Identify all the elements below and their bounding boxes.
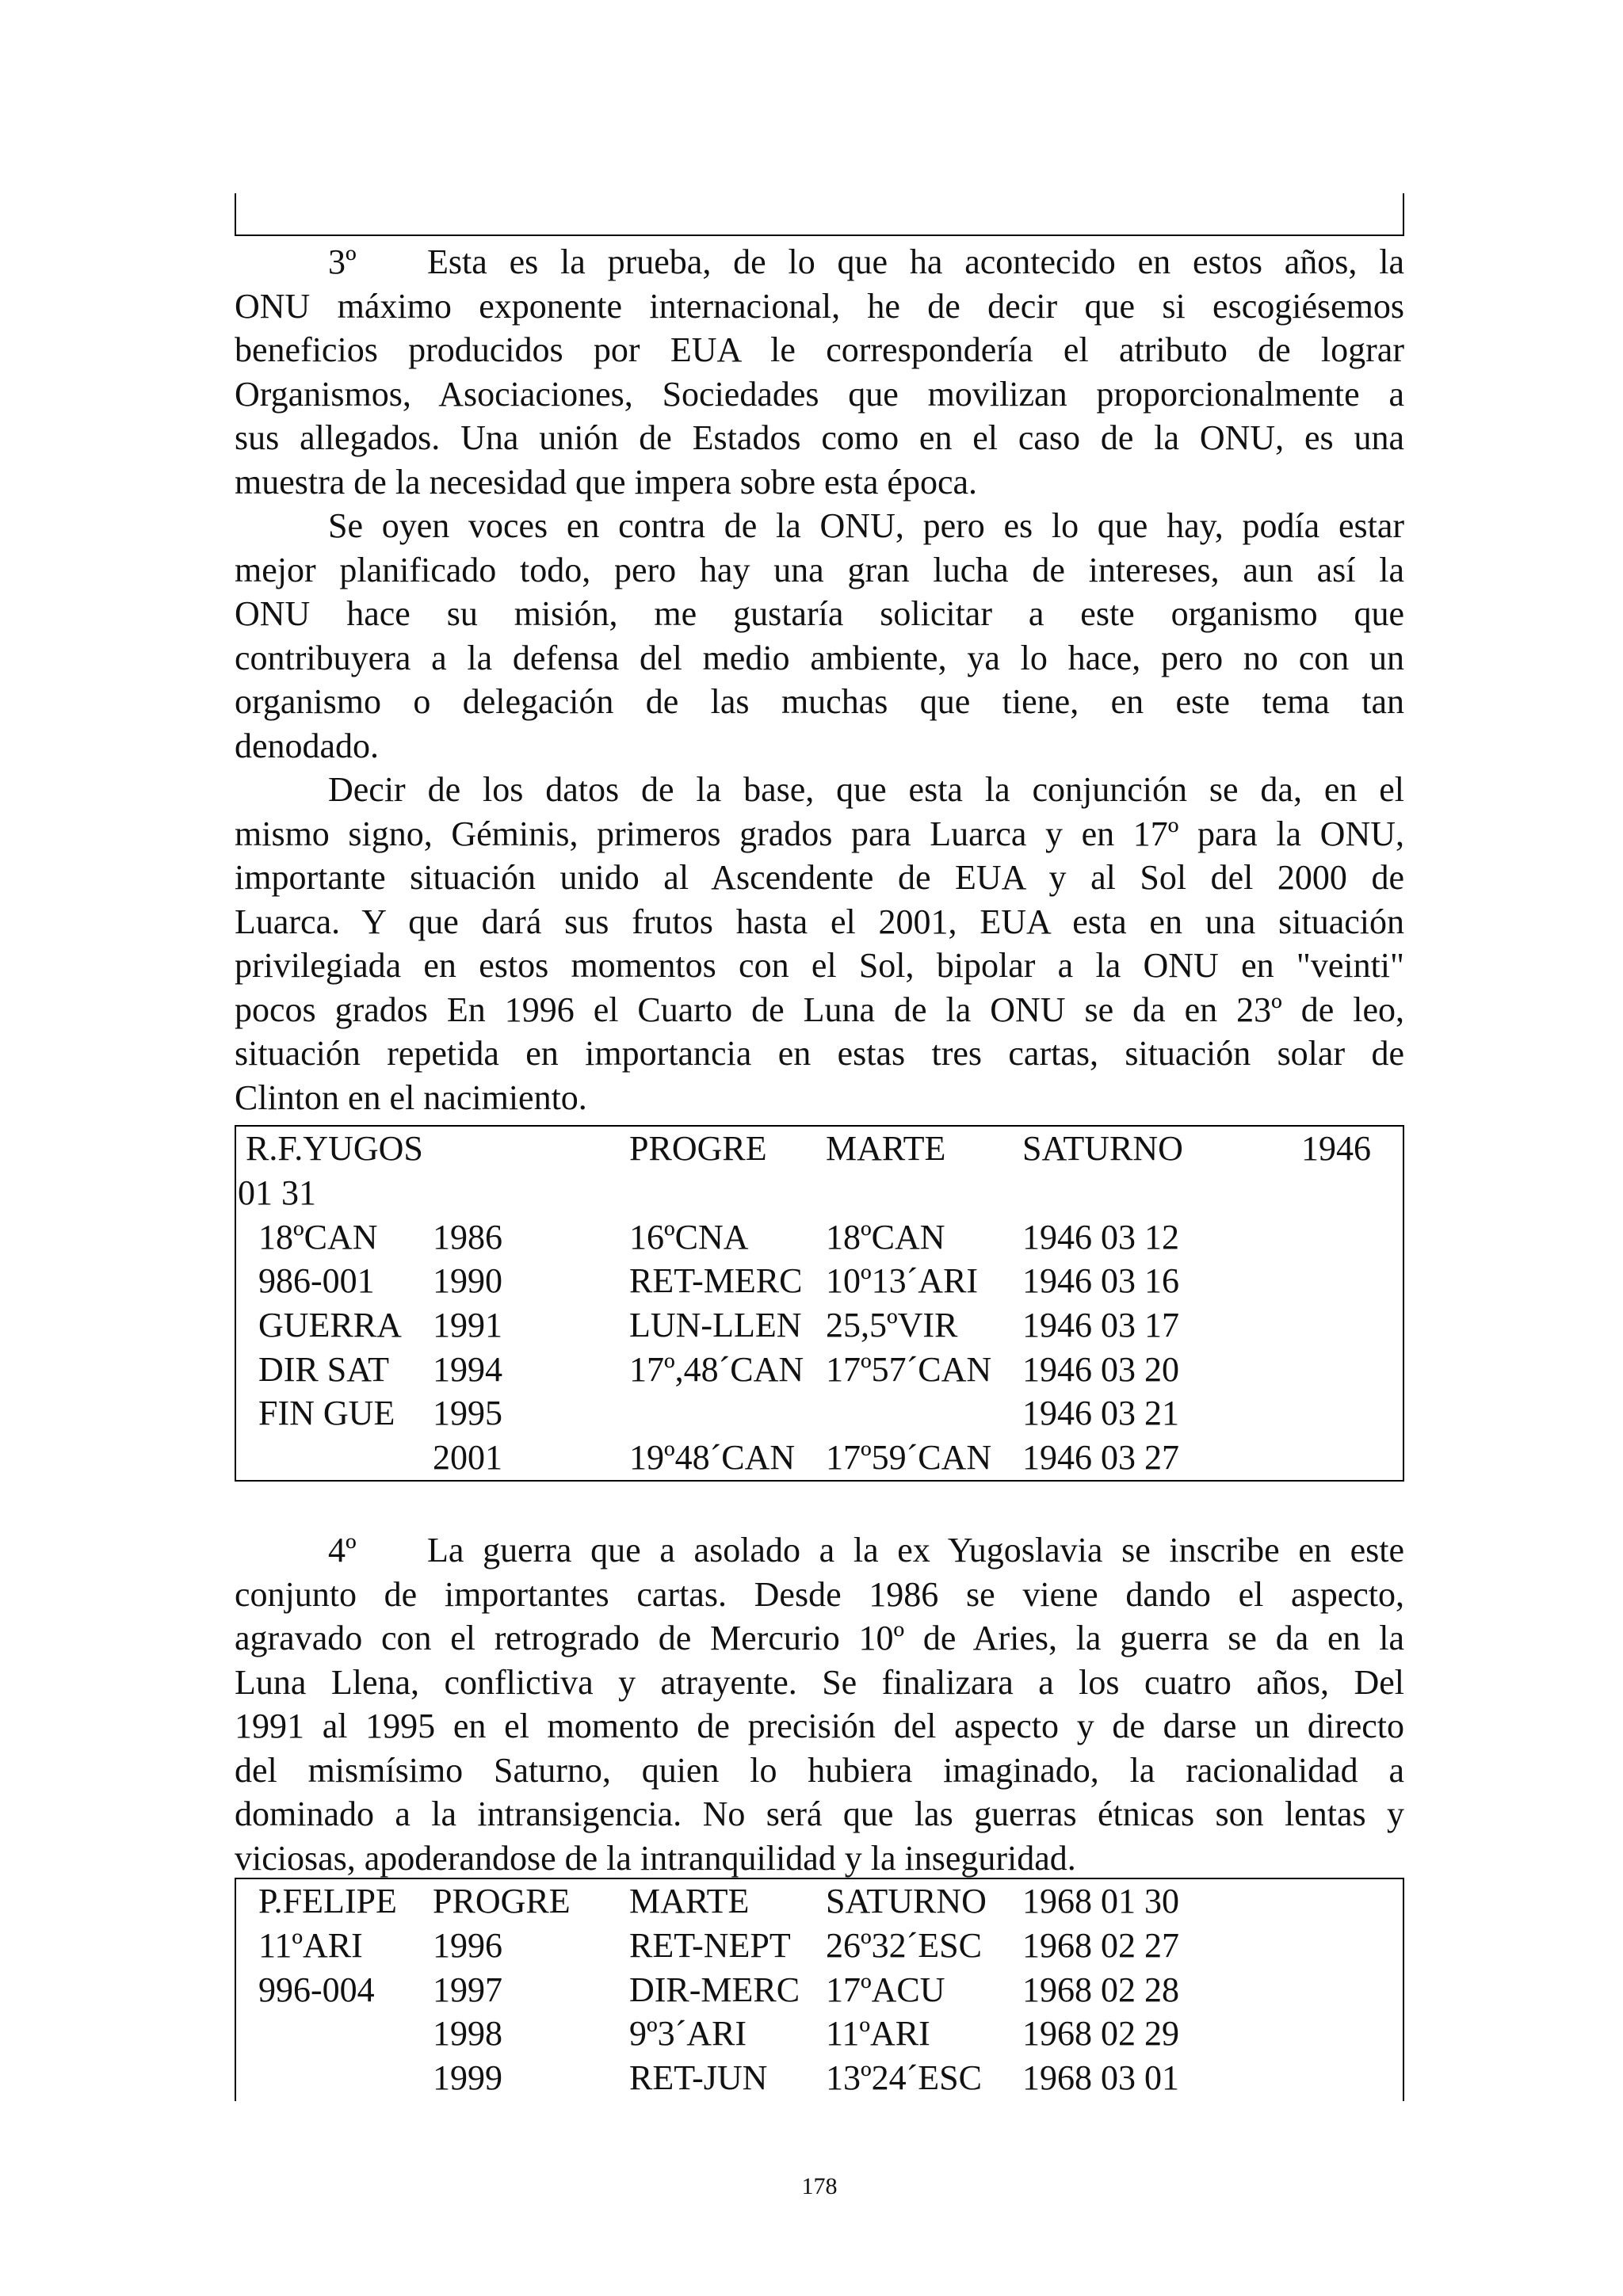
text-line: Luna Llena, conflictiva y atrayente. Se finalizara a los cuatro años, Del (235, 1662, 1404, 1702)
table-cell: 1946 03 20 (1022, 1350, 1179, 1389)
text-line: beneficios producidos por EUA le correspondería el atributo de lograr (235, 330, 1404, 369)
table-header-cell: 1946 (1301, 1129, 1371, 1168)
table-cell: 1997 (433, 1970, 502, 2009)
table-cell: GUERRA (258, 1306, 402, 1344)
text-line: muestra de la necesidad que impera sobre esta época. (235, 462, 978, 502)
text-line: mejor planificado todo, pero hay una gran lucha de intereses, aun así la (235, 550, 1404, 589)
table-cell: 1968 02 27 (1022, 1926, 1179, 1965)
section-3-paragraph (235, 240, 1404, 504)
table-cell: 1994 (433, 1350, 502, 1389)
text-line: agravado con el retrogrado de Mercurio 10º de Aries, la guerra se da en la (235, 1619, 1404, 1657)
table-cell: 17º,48´CAN (629, 1350, 804, 1389)
table-header-cell: SATURNO (826, 1882, 987, 1920)
table-header-cell: MARTE (629, 1882, 750, 1920)
text-line: mismo signo, Géminis, primeros grados para Luarca y en 17º para la ONU, (235, 814, 1404, 853)
table-cell: 19º48´CAN (629, 1438, 796, 1477)
table-cell: 996-004 (258, 1970, 375, 2009)
table-cell: 18ºCAN (826, 1218, 945, 1257)
table-cell: DIR-MERC (629, 1970, 800, 2009)
table-yugos (235, 1125, 1404, 1482)
text-line: importante situación unido al Ascendente de EUA y al Sol del 2000 de (235, 858, 1404, 897)
top-table-fragment (235, 193, 1404, 236)
table-header-cell: P.FELIPE (258, 1882, 397, 1920)
text-line: 1991 al 1995 en el momento de precisión del aspecto y de darse un directo (235, 1707, 1404, 1745)
paragraph-2 (235, 504, 1404, 768)
table-cell: 1995 (433, 1394, 502, 1432)
table-cell: 18ºCAN (258, 1218, 378, 1257)
document-page (235, 0, 1404, 2296)
table-cell: 13º24´ESC (826, 2058, 982, 2097)
table-cell: 17º59´CAN (826, 1438, 992, 1477)
table-cell: RET-JUN (629, 2058, 768, 2097)
table-cell: 1999 (433, 2058, 502, 2097)
table-cell: 986-001 (258, 1261, 375, 1300)
table-cell: 1996 (433, 1926, 502, 1965)
text-line: ONU máximo exponente internacional, he de decir que si escogiésemos (235, 286, 1404, 326)
text-line: privilegiada en estos momentos con el Sol, bipolar a la ONU en "veinti" (235, 946, 1404, 985)
text-line: Luarca. Y que dará sus frutos hasta el 2001, EUA esta en una situación (235, 902, 1404, 941)
text-line: viciosas, apoderandose de la intranquilidad y la inseguridad. (235, 1838, 1076, 1878)
table-cell: LUN-LLEN (629, 1306, 802, 1344)
text-line: denodado. (235, 726, 380, 765)
table-cell: 1990 (433, 1261, 502, 1300)
text-line: sus allegados. Una unión de Estados como en el caso de la ONU, es una (235, 418, 1404, 457)
text-line: ONU hace su misión, me gustaría solicitar a este organismo que (235, 594, 1404, 633)
table-header-cell: PROGRE (629, 1129, 767, 1168)
table-cell: 25,5ºVIR (826, 1306, 958, 1344)
text-line: 4º La guerra que a asolado a la ex Yugoslavia se inscribe en este (235, 1528, 1404, 1573)
table-cell: 9º3´ARI (629, 2014, 747, 2053)
text-line: pocos grados En 1996 el Cuarto de Luna de la ONU se da en 23º de leo, (235, 990, 1404, 1029)
text-line: contribuyera a la defensa del medio ambiente, ya lo hace, pero no con un (235, 638, 1404, 677)
table-cell: 1968 03 01 (1022, 2058, 1179, 2097)
text-line: Organismos, Asociaciones, Sociedades que movilizan proporcionalmente a (235, 374, 1404, 414)
table-header-cell: R.F.YUGOS (246, 1129, 423, 1168)
table-cell: 1946 03 16 (1022, 1261, 1179, 1300)
section-number: 3º (328, 242, 357, 281)
table-cell: 1998 (433, 2014, 502, 2053)
table-felipe (235, 1878, 1404, 2101)
table-cell: 1946 03 27 (1022, 1438, 1179, 1477)
table-cell: 26º32´ESC (826, 1926, 982, 1965)
table-cell: 1991 (433, 1306, 502, 1344)
text-line: dominado a la intransigencia. No será que las guerras étnicas son lentas y (235, 1794, 1404, 1833)
table-cell: 1946 03 12 (1022, 1218, 1179, 1257)
table-cell: 1946 03 21 (1022, 1394, 1179, 1432)
text-line: organismo o delegación de las muchas que tiene, en este tema tan (235, 682, 1404, 721)
section-4-paragraph (235, 1528, 1404, 1880)
page-number: 178 (801, 2173, 838, 2199)
table-cell: 1968 02 29 (1022, 2014, 1179, 2053)
text-line: del mismísimo Saturno, quien lo hubiera imaginado, la racionalidad a (235, 1750, 1404, 1790)
table-cell: 17º57´CAN (826, 1350, 992, 1389)
table-cell: 17ºACU (826, 1970, 945, 2009)
text-line: situación repetida en importancia en estas tres cartas, situación solar de (235, 1034, 1404, 1073)
table-header-cell: MARTE (826, 1129, 946, 1168)
table-header-cell: PROGRE (433, 1882, 571, 1920)
table-header-cell: 1968 01 30 (1022, 1882, 1179, 1920)
table-cell: DIR SAT (258, 1350, 390, 1389)
text-line: Clinton en el nacimiento. (235, 1077, 587, 1117)
table-header-wrap: 01 31 (238, 1173, 316, 1212)
table-cell: 16ºCNA (629, 1218, 749, 1257)
table-cell: 2001 (433, 1438, 502, 1477)
text-line: Se oyen voces en contra de la ONU, pero es lo que hay, podía estar (328, 506, 1404, 545)
paragraph-3 (235, 768, 1404, 1119)
table-cell: 10º13´ARI (826, 1261, 979, 1300)
table-cell: 11ºARI (826, 2014, 930, 2053)
section-number: 4º (328, 1531, 357, 1569)
table-cell: RET-NEPT (629, 1926, 791, 1965)
text-line: 3º Esta es la prueba, de lo que ha acontecido en estos años, la (235, 240, 1404, 284)
table-cell: 11ºARI (258, 1926, 363, 1965)
table-cell: 1968 02 28 (1022, 1970, 1179, 2009)
table-header-cell: SATURNO (1022, 1129, 1183, 1168)
table-cell: RET-MERC (629, 1261, 803, 1300)
text-line: Decir de los datos de la base, que esta la conjunción se da, en el (328, 770, 1404, 809)
text-line: conjunto de importantes cartas. Desde 1986 se viene dando el aspecto, (235, 1574, 1404, 1614)
table-cell: 1986 (433, 1218, 502, 1257)
table-cell: FIN GUE (258, 1394, 395, 1432)
table-cell: 1946 03 17 (1022, 1306, 1179, 1344)
